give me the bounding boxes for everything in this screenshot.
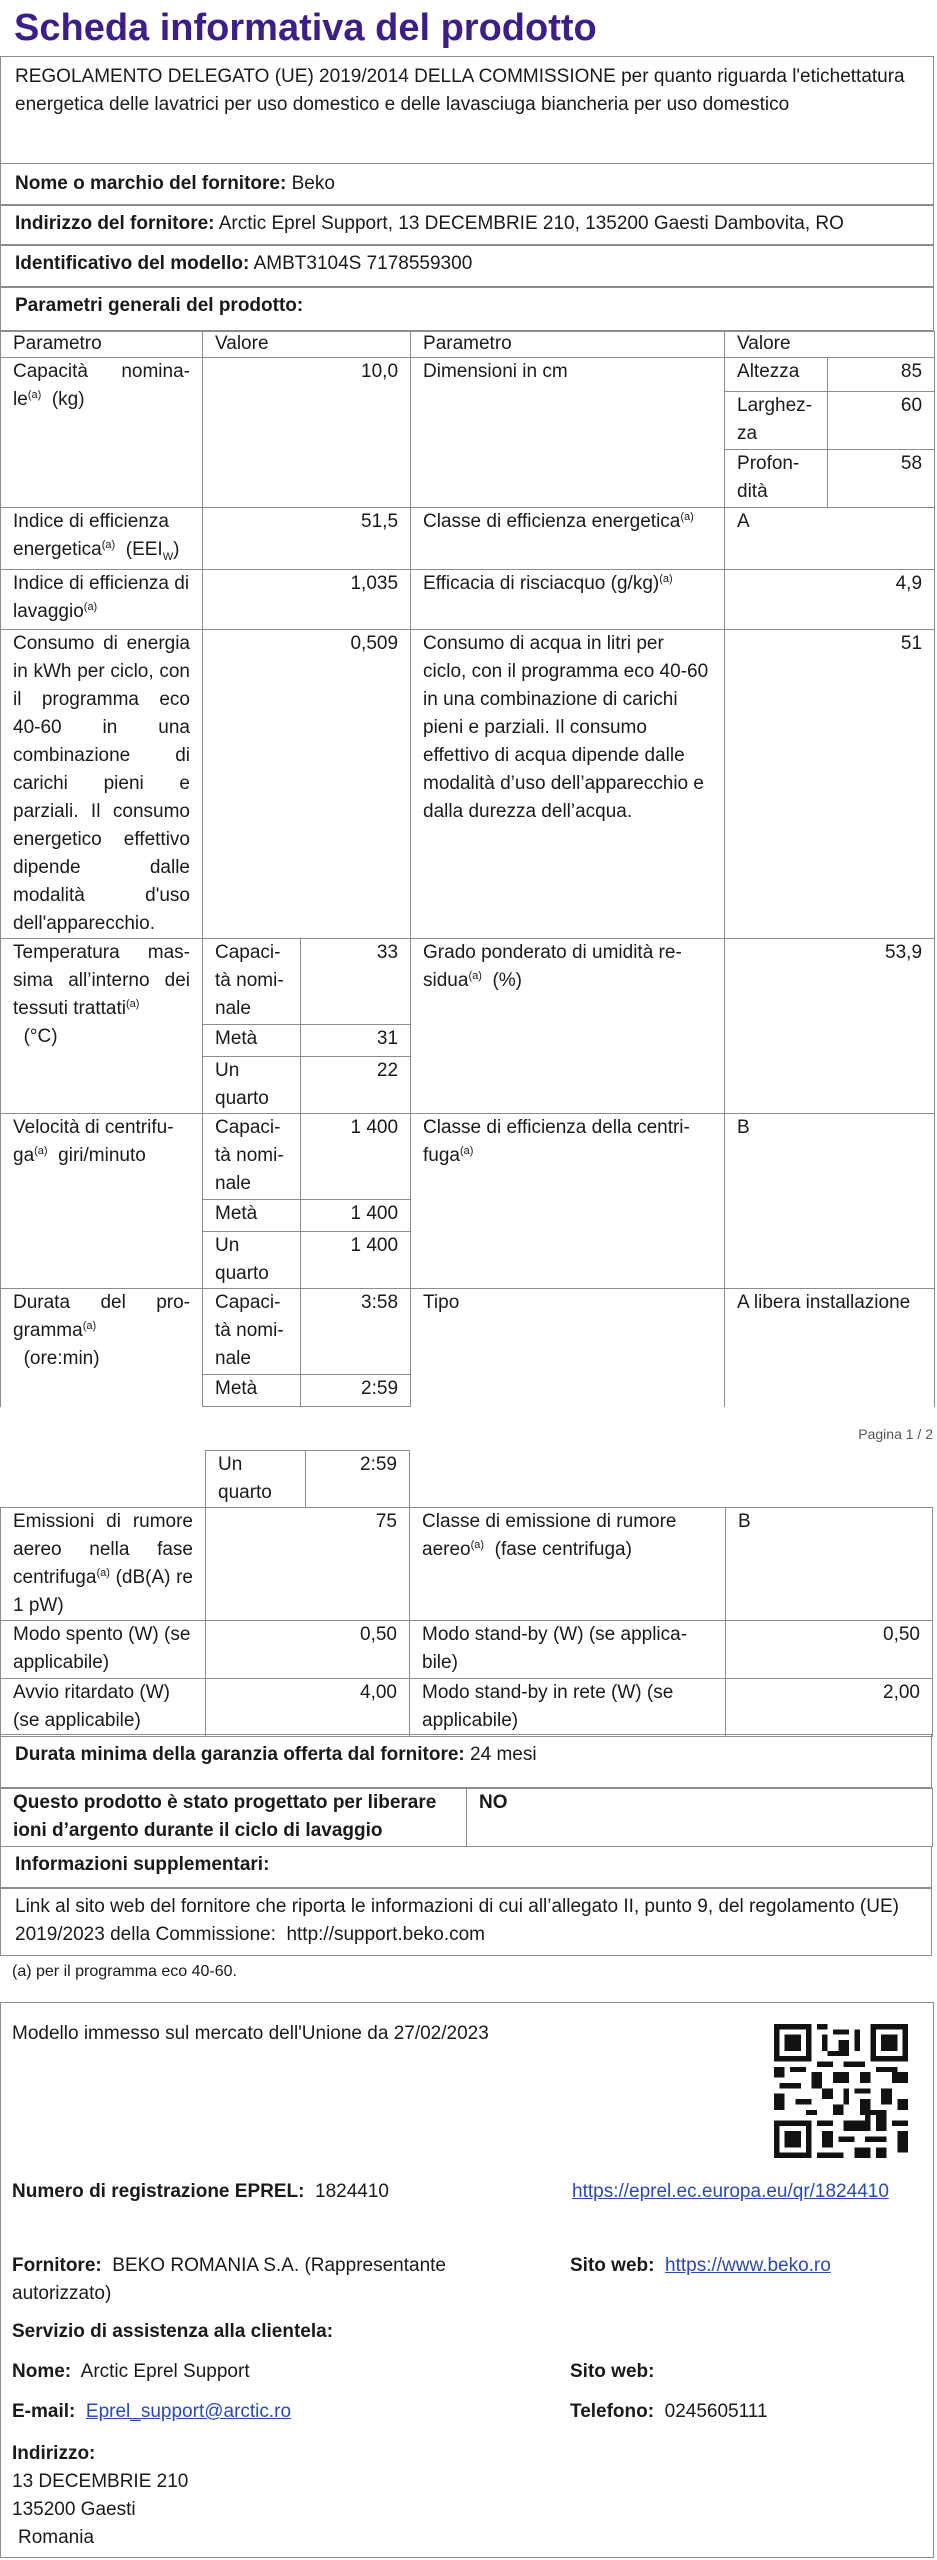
- capacity-label-cell: [1, 358, 203, 508]
- cs-email-row: [12, 2398, 291, 2426]
- rinsing-value: 4,9: [725, 570, 935, 630]
- type-label: Tipo: [411, 1289, 725, 1407]
- silver-ions-table: [0, 1788, 933, 1847]
- eprel-link-container: [572, 2178, 902, 2206]
- eei-subscript: W: [162, 550, 174, 563]
- off-mode-label: Modo spento (W) (se applicabile): [1, 1621, 206, 1679]
- additional-info-row: [0, 1846, 932, 1888]
- cs-address-line-3: Romania: [18, 2527, 95, 2548]
- empty-cell: [410, 1451, 933, 1508]
- cs-website-row: [570, 2358, 654, 2386]
- spin-class-label: Classe di efficienza della centrifuga: [423, 1117, 690, 1166]
- cs-email-label: E-mail:: [12, 2401, 76, 2422]
- moisture-unit: (%): [492, 970, 523, 991]
- footnote-mark: (a): [470, 1539, 485, 1551]
- header-param: Parametro: [1, 332, 203, 358]
- rinsing-label: Efficacia di risciacquo (g/kg): [423, 573, 660, 594]
- washing-index-label-cell: [1, 570, 203, 630]
- eprel-link[interactable]: https://eprel.ec.europa.eu/qr/1824410: [572, 2181, 889, 2202]
- moisture-label-cell: [411, 939, 725, 1114]
- delay-start-label: Avvio ritardato (W) (se applicabile): [1, 1679, 206, 1737]
- page-title: Scheda informativa del prodotto: [14, 7, 597, 49]
- supplier-value: BEKO ROMANIA S.A. (Rappresentante autorizzato): [12, 2255, 446, 2304]
- silver-ions-label: Questo prodotto è stato progettato per liberare ioni d’argento durante il ciclo di lavaggio: [1, 1789, 467, 1847]
- general-params-label: Parametri generali del prodotto:: [15, 295, 304, 316]
- spin-speed-unit: giri/minuto: [58, 1145, 146, 1166]
- duration-full-label: Capacità nominale: [203, 1289, 301, 1375]
- dimensions-depth-value: 58: [828, 450, 935, 508]
- temperature-full-label: Capacità nominale: [203, 939, 301, 1025]
- dimensions-height-value: 85: [828, 358, 935, 392]
- cs-name-label: Nome:: [12, 2361, 72, 2382]
- footnote-mark: (a): [83, 601, 98, 613]
- cs-phone-value: 0245605111: [664, 2401, 768, 2422]
- duration-label: Durata del programma: [13, 1292, 190, 1341]
- capacity-value: 10,0: [203, 358, 411, 508]
- dimensions-width-value: 60: [828, 392, 935, 450]
- regulation-box: [0, 56, 934, 163]
- cs-email-link[interactable]: Eprel_support@arctic.ro: [85, 2401, 292, 2422]
- market-date: Modello immesso sul mercato dell'Unione da 27/02/2023: [12, 2023, 489, 2044]
- eei-unit: (EEI: [125, 539, 163, 560]
- spin-full-label: Capacità nominale: [203, 1114, 301, 1200]
- regulation-text: REGOLAMENTO DELEGATO (UE) 2019/2014 DELLA COMMISSIONE per quanto riguarda l'etichettatura energetica delle lavatrici per uso domestico e delle lavasciuga biancheria per uso domestico: [15, 66, 905, 115]
- noise-class-label-cell: [410, 1508, 726, 1621]
- footnote-mark: (a): [34, 1145, 48, 1157]
- energy-consumption-label: Consumo di energia in kWh per ciclo, con il programma eco 40-60 in una combinazione di carichi pieni e parziali. Il consumo energetico effettivo dipende dalle modalità d'uso dell'apparecchio.: [1, 630, 203, 939]
- energy-class-label: Classe di efficienza energetica: [423, 511, 681, 532]
- website-label: Sito web:: [570, 2255, 655, 2276]
- temperature-half-label: Metà: [203, 1025, 301, 1057]
- eprel-row: [12, 2178, 389, 2206]
- noise-class-label: Classe di emissione di rumore aereo: [422, 1511, 677, 1560]
- washing-index-value: 1,035: [203, 570, 411, 630]
- capacity-unit: (kg): [51, 389, 85, 410]
- parameters-table-continued: [0, 1450, 933, 1737]
- noise-unit: (dB(A) re 1 pW): [13, 1567, 193, 1616]
- supplier-address-row: [0, 205, 934, 245]
- noise-label: Emissioni di rumore aereo nella fase centrifuga: [13, 1511, 193, 1588]
- link-row: [0, 1888, 932, 1956]
- cs-address-label: Indirizzo:: [12, 2443, 96, 2464]
- cs-address-line-1: 13 DECEMBRIE 210: [12, 2471, 189, 2492]
- noise-class-unit: (fase centrifuga): [494, 1539, 632, 1560]
- silver-ions-value: NO: [467, 1789, 933, 1847]
- cs-phone-row: [570, 2398, 768, 2426]
- supplier-name-label: Nome o marchio del fornitore:: [15, 173, 287, 194]
- customer-service-heading: Servizio di assistenza alla clientela:: [12, 2321, 334, 2342]
- footnote-mark: (a): [659, 573, 673, 585]
- qr-code[interactable]: [774, 2024, 908, 2158]
- warranty-value: 24 mesi: [470, 1744, 537, 1765]
- empty-cell: [1, 1451, 206, 1508]
- cs-address: [12, 2440, 188, 2552]
- support-link[interactable]: http://support.beko.com: [286, 1924, 486, 1945]
- moisture-value: 53,9: [725, 939, 935, 1114]
- spin-full-value: 1 400: [301, 1114, 411, 1200]
- temperature-full-value: 33: [301, 939, 411, 1025]
- footnote-mark: (a): [96, 1567, 110, 1579]
- noise-label-cell: [1, 1508, 206, 1621]
- warranty-row: [0, 1734, 932, 1788]
- cs-address-line-2: 135200 Gaesti: [12, 2499, 136, 2520]
- spin-quarter-value: 1 400: [301, 1232, 411, 1289]
- moisture-label: Grado ponderato di umidità residua: [423, 942, 682, 991]
- header-value: Valore: [203, 332, 411, 358]
- temperature-label: Temperatura massima all’interno dei tessuti trattati: [13, 942, 190, 1019]
- model-id-value: AMBT3104S 7178559300: [253, 253, 473, 274]
- type-value: A libera installazione: [725, 1289, 935, 1407]
- eprel-number: 1824410: [315, 2181, 389, 2202]
- standby-label: Modo stand-by (W) (se applicabile): [410, 1621, 726, 1679]
- dimensions-label: Dimensioni in cm: [411, 358, 725, 508]
- model-id-row: [0, 245, 934, 287]
- temperature-label-cell: [1, 939, 203, 1114]
- footnote: (a) per il programma eco 40-60.: [12, 1963, 237, 1980]
- dimensions-height-label: Altezza: [725, 358, 828, 392]
- energy-class-value: A: [725, 508, 935, 570]
- footnote-mark: (a): [27, 389, 42, 401]
- header-param-2: Parametro: [411, 332, 725, 358]
- duration-label-cell: [1, 1289, 203, 1407]
- warranty-label: Durata minima della garanzia offerta dal fornitore:: [15, 1744, 465, 1765]
- spin-speed-label: Velocità di centrifuga: [13, 1117, 174, 1166]
- model-id-label: Identificativo del modello:: [15, 253, 250, 274]
- noise-value: 75: [206, 1508, 410, 1621]
- eei-label-cell: [1, 508, 203, 570]
- additional-info-label: Informazioni supplementari:: [15, 1854, 270, 1875]
- eei-label: Indice di efficienza energetica: [13, 511, 169, 560]
- parameters-table: [0, 331, 935, 1407]
- duration-unit: (ore:min): [23, 1348, 100, 1369]
- supplier-name-row: [0, 163, 934, 205]
- duration-quarter-label: Un quarto: [206, 1451, 306, 1508]
- footnote-mark: (a): [680, 511, 694, 523]
- delay-start-value: 4,00: [206, 1679, 410, 1737]
- supplier-name-value: Beko: [291, 173, 335, 194]
- rinsing-label-cell: [411, 570, 725, 630]
- supplier-label: Fornitore:: [12, 2255, 102, 2276]
- temperature-unit: (°C): [23, 1026, 58, 1047]
- website-row: [570, 2252, 831, 2280]
- spin-speed-label-cell: [1, 1114, 203, 1289]
- eprel-label: Numero di registrazione EPREL:: [12, 2181, 305, 2202]
- temperature-quarter-label: Un quarto: [203, 1057, 301, 1114]
- page-number: Pagina 1 / 2: [858, 1426, 933, 1442]
- link-text: Link al sito web del fornitore che riporta le informazioni di cui all’allegato II, punto 9, del regolamento (UE) 2019/2023 della Commissione:: [15, 1896, 899, 1945]
- noise-class-value: B: [726, 1508, 933, 1621]
- cs-website-label: Sito web:: [570, 2361, 655, 2382]
- cs-name-row: [12, 2358, 250, 2386]
- eei-value: 51,5: [203, 508, 411, 570]
- supplier-row: [12, 2252, 540, 2308]
- duration-full-value: 3:58: [301, 1289, 411, 1375]
- general-params-row: [0, 287, 934, 331]
- washing-index-label: Indice di efficienza di lavaggio: [13, 573, 190, 622]
- duration-half-value: 2:59: [301, 1375, 411, 1407]
- footnote-mark: (a): [101, 539, 116, 551]
- footnote-mark: (a): [468, 970, 482, 982]
- energy-class-label-cell: [411, 508, 725, 570]
- spin-half-value: 1 400: [301, 1200, 411, 1232]
- standby-value: 0,50: [726, 1621, 933, 1679]
- capacity-label: Capacità nominale: [13, 361, 190, 410]
- energy-consumption-value: 0,509: [203, 630, 411, 939]
- networked-standby-label: Modo stand-by in rete (W) (se applicabile): [410, 1679, 726, 1737]
- footnote-mark: (a): [460, 1145, 474, 1157]
- temperature-quarter-value: 22: [301, 1057, 411, 1114]
- duration-half-label: Metà: [203, 1375, 301, 1407]
- footnote-mark: (a): [82, 1320, 97, 1332]
- water-consumption-value: 51: [725, 630, 935, 939]
- supplier-address-label: Indirizzo del fornitore:: [15, 213, 215, 234]
- duration-quarter-value: 2:59: [306, 1451, 410, 1508]
- spin-quarter-label: Un quarto: [203, 1232, 301, 1289]
- networked-standby-value: 2,00: [726, 1679, 933, 1737]
- water-consumption-label: Consumo di acqua in litri per ciclo, con il programma eco 40-60 in una combinazione di carichi pieni e parziali. Il consumo effettivo di acqua dipende dalle modalità d’uso dell’apparecchio e dalla durezza dell’acqua.: [411, 630, 725, 939]
- dimensions-width-label: Larghezza: [725, 392, 828, 450]
- spin-class-label-cell: [411, 1114, 725, 1289]
- supplier-address-value: Arctic Eprel Support, 13 DECEMBRIE 210, 135200 Gaesti Dambovita, RO: [218, 213, 844, 234]
- header-value-2: Valore: [725, 332, 935, 358]
- spin-half-label: Metà: [203, 1200, 301, 1232]
- spin-class-value: B: [725, 1114, 935, 1289]
- cs-name-value: Arctic Eprel Support: [80, 2361, 250, 2382]
- off-mode-value: 0,50: [206, 1621, 410, 1679]
- eei-unit-end: ): [173, 539, 180, 560]
- cs-phone-label: Telefono:: [570, 2401, 655, 2422]
- temperature-half-value: 31: [301, 1025, 411, 1057]
- footnote-mark: (a): [126, 998, 140, 1010]
- website-link[interactable]: https://www.beko.ro: [665, 2255, 831, 2276]
- dimensions-depth-label: Profondità: [725, 450, 828, 508]
